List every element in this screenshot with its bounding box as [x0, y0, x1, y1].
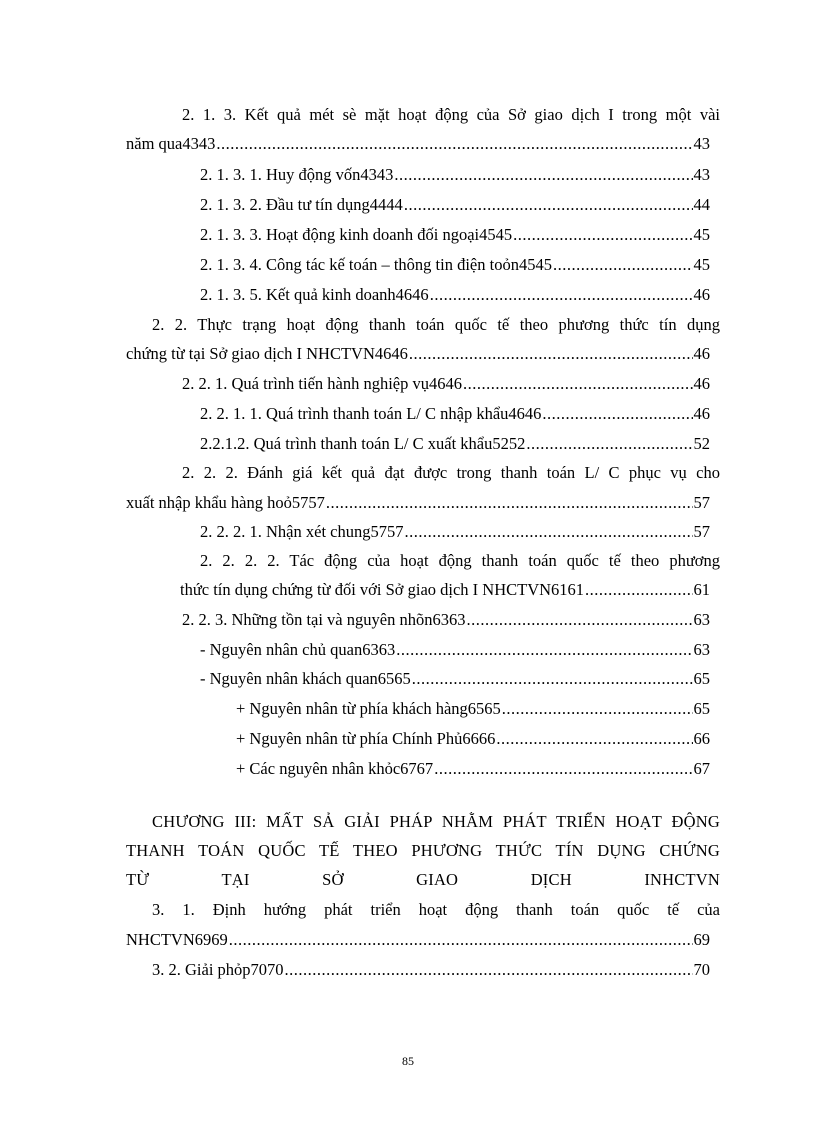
toc-entry-2-1-3-line1: 2. 1. 3. Kết quả mét sè mặt hoạt động của Sở giao dịch I trong một vài [182, 105, 720, 124]
chapter-heading-line2: THANH TOÁN QUỐC TẾ THEO PHƯƠNG THỨC TÍN DỤNG CHỨNG [126, 841, 720, 860]
toc-page: 65 [693, 699, 710, 718]
toc-page: 43 [693, 165, 710, 184]
toc-entry-2-2-3[interactable] [182, 610, 710, 630]
toc-page: 63 [693, 610, 710, 629]
toc-page: 46 [693, 285, 710, 304]
toc-title: xuất nhập khẩu hàng hoỏ5757 [126, 493, 325, 512]
toc-entry-cause-customer[interactable] [236, 699, 710, 719]
dot-leader [285, 960, 693, 980]
toc-title: 3. 2. Giải phỏp7070 [152, 960, 284, 979]
toc-page: 45 [693, 225, 710, 244]
dot-leader [404, 522, 692, 542]
dot-leader [553, 255, 693, 275]
dot-leader [409, 344, 693, 364]
toc-title: 2. 1. 3. 1. Huy động vốn4343 [200, 165, 394, 184]
dot-leader [463, 374, 692, 394]
dot-leader [216, 134, 692, 154]
toc-title: 2. 2. 1. 1. Quá trình thanh toán L/ C nhập khẩu4646 [200, 404, 542, 423]
toc-title: 2. 1. 3. 4. Công tác kế toán – thông tin điện toỏn4545 [200, 255, 552, 274]
toc-page: 44 [693, 195, 710, 214]
toc-title: thức tín dụng chứng từ đối với Sở giao dịch I NHCTVN6161 [180, 580, 585, 599]
toc-title: 2. 2. 2. 1. Nhận xét chung5757 [200, 522, 404, 541]
dot-leader [513, 225, 692, 245]
dot-leader [496, 729, 692, 749]
toc-entry-2-2-2[interactable] [126, 493, 710, 513]
dot-leader [396, 640, 692, 660]
dot-leader [502, 699, 693, 719]
toc-title: 2. 2. 1. Quá trình tiến hành nghiệp vụ4646 [182, 374, 463, 393]
toc-page: 43 [693, 134, 710, 153]
toc-entry-2-2-2-1[interactable] [200, 522, 710, 542]
dot-leader [412, 669, 693, 689]
toc-entry-2-2-2-line1: 2. 2. 2. Đánh giá kết quả đạt được trong thanh toán L/ C phục vụ cho [182, 463, 720, 482]
toc-entry-2-2[interactable] [126, 344, 710, 364]
toc-entry-2-1-3[interactable] [126, 134, 710, 154]
toc-entry-2-2-line1: 2. 2. Thực trạng hoạt động thanh toán quốc tế theo phương thức tín dụng [152, 315, 720, 334]
toc-page: 61 [693, 580, 710, 599]
toc-entry-2-2-2-2-line1: 2. 2. 2. 2. Tác động của hoạt động thanh toán quốc tế theo phương [200, 551, 720, 570]
toc-entry-2-2-1[interactable] [182, 374, 710, 394]
dot-leader [526, 434, 692, 454]
dot-leader [585, 580, 692, 600]
toc-entry-2-1-3-5[interactable] [200, 285, 710, 305]
toc-entry-2-2-2-2[interactable] [180, 580, 710, 600]
toc-title: - Nguyên nhân chủ quan6363 [200, 640, 396, 659]
toc-entry-2-1-3-1[interactable] [200, 165, 710, 185]
chapter-heading-line1: CHƯƠNG III: MẤT SẢ GIẢI PHÁP NHẰM PHÁT TRIỂN HOẠT ĐỘNG [152, 812, 720, 831]
dot-leader [430, 285, 693, 305]
toc-title: + Nguyên nhân từ phía khách hàng6565 [236, 699, 501, 718]
dot-leader [404, 195, 693, 215]
toc-entry-3-1-line1: 3. 1. Định hướng phát triển hoạt động thanh toán quốc tế của [152, 900, 720, 919]
toc-title: NHCTVN6969 [126, 930, 228, 949]
toc-page: 57 [693, 522, 710, 541]
toc-title: chứng từ tại Sở giao dịch I NHCTVN4646 [126, 344, 408, 363]
toc-entry-2-2-1-2[interactable] [200, 434, 710, 454]
toc-entry-3-1[interactable] [126, 930, 710, 950]
toc-page: 69 [693, 930, 710, 949]
toc-page: 66 [693, 729, 710, 748]
dot-leader [229, 930, 693, 950]
toc-page: 70 [693, 960, 710, 979]
toc-page: 65 [693, 669, 710, 688]
dot-leader [326, 493, 693, 513]
toc-page: 57 [693, 493, 710, 512]
toc-page: 46 [693, 404, 710, 423]
toc-entry-cause-objective[interactable] [200, 669, 710, 689]
toc-entry-2-1-3-3[interactable] [200, 225, 710, 245]
dot-leader [394, 165, 692, 185]
toc-entry-2-2-1-1[interactable] [200, 404, 710, 424]
toc-title: - Nguyên nhân khách quan6565 [200, 669, 411, 688]
toc-page: 52 [693, 434, 710, 453]
toc-title: 2. 1. 3. 3. Hoạt động kinh doanh đối ngoại4545 [200, 225, 513, 244]
toc-page: 45 [693, 255, 710, 274]
dot-leader [434, 759, 692, 779]
toc-title: + Các nguyên nhân khỏc6767 [236, 759, 434, 778]
toc-title: 2. 1. 3. 5. Kết quả kinh doanh4646 [200, 285, 429, 304]
toc-page: 63 [693, 640, 710, 659]
toc-entry-2-1-3-2[interactable] [200, 195, 710, 215]
toc-entry-cause-other[interactable] [236, 759, 710, 779]
toc-title: 2. 1. 3. 2. Đầu tư tín dụng4444 [200, 195, 403, 214]
dot-leader [466, 610, 692, 630]
toc-title: + Nguyên nhân từ phía Chính Phủ6666 [236, 729, 496, 748]
dot-leader [542, 404, 692, 424]
chapter-heading-line3: TỪ TẠI SỞ GIAO DỊCH INHCTVN [126, 870, 720, 889]
toc-entry-cause-government[interactable] [236, 729, 710, 749]
toc-entry-2-1-3-4[interactable] [200, 255, 710, 275]
page-number: 85 [402, 1054, 414, 1068]
toc-page: 67 [693, 759, 710, 778]
toc-title: năm qua4343 [126, 134, 216, 153]
toc-title: 2. 2. 3. Những tồn tại và nguyên nhõn6363 [182, 610, 466, 629]
toc-title: 2.2.1.2. Quá trình thanh toán L/ C xuất khẩu5252 [200, 434, 526, 453]
toc-entry-cause-subjective[interactable] [200, 640, 710, 660]
toc-page: 46 [693, 374, 710, 393]
toc-entry-3-2[interactable] [152, 960, 710, 980]
toc-page: 46 [693, 344, 710, 363]
